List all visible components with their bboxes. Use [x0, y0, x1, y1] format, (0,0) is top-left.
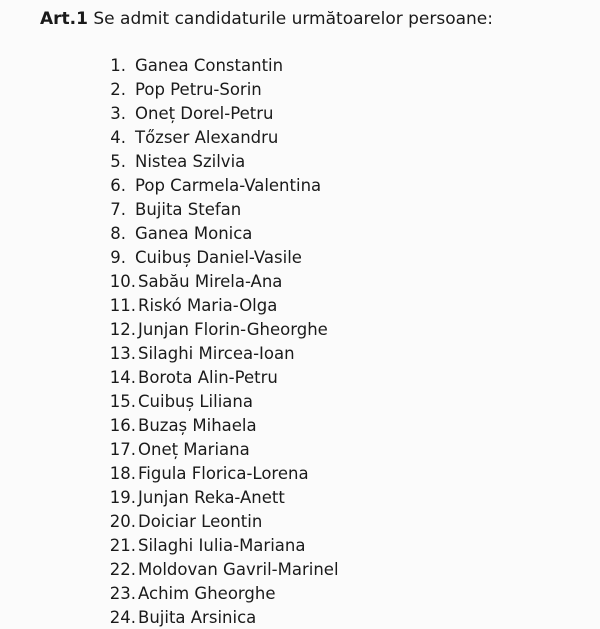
- article-text: Se admit candidaturile următoarelor persoane:: [93, 9, 493, 29]
- list-item: [106, 389, 339, 413]
- list-item: [106, 125, 339, 149]
- article-heading: [40, 8, 493, 30]
- candidate-number: 14.: [109, 367, 136, 387]
- list-item: [106, 317, 339, 341]
- list-item: [106, 509, 339, 533]
- candidate-number: 5.: [110, 151, 126, 171]
- list-item: [106, 293, 339, 317]
- candidate-name: Figula Florica-Lorena: [138, 463, 309, 483]
- candidate-name: Bujita Arsinica: [138, 607, 257, 627]
- candidate-number: 12.: [109, 319, 136, 339]
- candidate-number: 19.: [109, 487, 136, 507]
- candidate-name: Cuibuș Daniel-Vasile: [135, 247, 302, 267]
- list-item: [106, 413, 339, 437]
- candidate-number: 15.: [109, 391, 136, 411]
- candidate-name: Moldovan Gavril-Marinel: [138, 559, 339, 579]
- candidate-name: Oneț Mariana: [138, 439, 250, 459]
- list-item: [106, 461, 339, 485]
- candidate-number: 6.: [110, 175, 126, 195]
- candidate-name: Silaghi Iulia-Mariana: [138, 535, 306, 555]
- candidate-number: 9.: [110, 247, 126, 267]
- candidate-number: 21.: [109, 535, 136, 555]
- candidate-number: 8.: [110, 223, 126, 243]
- candidate-number: 23.: [109, 583, 136, 603]
- list-item: [106, 605, 339, 629]
- candidate-name: Doiciar Leontin: [138, 511, 263, 531]
- list-item: [106, 269, 339, 293]
- candidate-name: Riskó Maria-Olga: [138, 295, 278, 315]
- candidate-name: Sabău Mirela-Ana: [138, 271, 283, 291]
- list-item: [106, 173, 339, 197]
- list-item: [106, 77, 339, 101]
- candidate-number: 2.: [110, 79, 126, 99]
- candidate-number: 10.: [109, 271, 136, 291]
- candidate-name: Borota Alin-Petru: [138, 367, 278, 387]
- candidate-name: Pop Petru-Sorin: [135, 79, 262, 99]
- list-item: [106, 437, 339, 461]
- list-item: [106, 485, 339, 509]
- candidate-number: 22.: [109, 559, 136, 579]
- candidate-number: 11.: [109, 295, 136, 315]
- candidate-name: Tőzser Alexandru: [135, 127, 279, 147]
- list-item: [106, 101, 339, 125]
- candidate-name: Cuibuș Liliana: [138, 391, 253, 411]
- candidate-number: 20.: [109, 511, 136, 531]
- candidate-number: 1.: [110, 55, 126, 75]
- list-item: [106, 221, 339, 245]
- list-item: [106, 197, 339, 221]
- article-label: Art.1: [40, 9, 88, 29]
- candidate-name: Bujita Stefan: [135, 199, 242, 219]
- candidate-name: Pop Carmela-Valentina: [135, 175, 322, 195]
- list-item: [106, 365, 339, 389]
- candidate-number: 13.: [109, 343, 136, 363]
- candidate-number: 3.: [110, 103, 126, 123]
- list-item: [106, 149, 339, 173]
- candidate-name: Achim Gheorghe: [138, 583, 276, 603]
- candidate-name: Junjan Reka-Anett: [138, 487, 285, 507]
- candidate-name: Ganea Monica: [135, 223, 253, 243]
- candidate-name: Oneț Dorel-Petru: [135, 103, 274, 123]
- candidate-number: 18.: [109, 463, 136, 483]
- list-item: [106, 557, 339, 581]
- candidate-number: 16.: [109, 415, 136, 435]
- candidate-number: 7.: [110, 199, 126, 219]
- candidate-name: Junjan Florin-Gheorghe: [138, 319, 328, 339]
- candidate-name: Nistea Szilvia: [135, 151, 246, 171]
- list-item: [106, 533, 339, 557]
- candidate-number: 24.: [109, 607, 136, 627]
- candidate-name: Ganea Constantin: [135, 55, 284, 75]
- candidate-name: Buzaș Mihaela: [138, 415, 257, 435]
- candidate-name: Silaghi Mircea-Ioan: [138, 343, 295, 363]
- list-item: [106, 53, 339, 77]
- candidate-number: 17.: [109, 439, 136, 459]
- candidate-list: [106, 53, 339, 629]
- list-item: [106, 341, 339, 365]
- list-item: [106, 581, 339, 605]
- candidate-number: 4.: [110, 127, 126, 147]
- list-item: [106, 245, 339, 269]
